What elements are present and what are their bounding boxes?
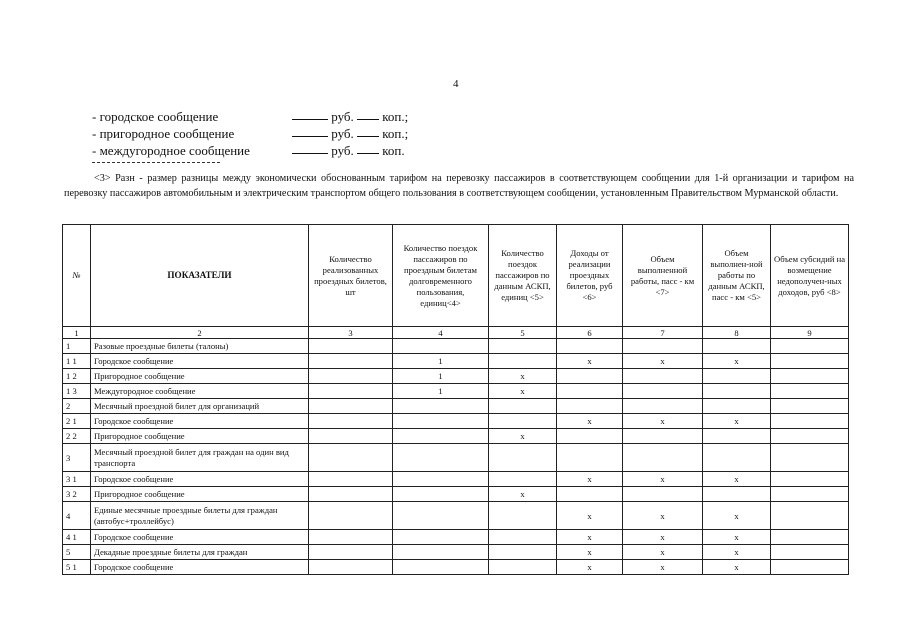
table-cell bbox=[623, 384, 703, 399]
table-cell: x bbox=[623, 414, 703, 429]
table-cell bbox=[489, 339, 557, 354]
table-cell bbox=[557, 429, 623, 444]
table-cell bbox=[309, 429, 393, 444]
table-cell bbox=[771, 414, 849, 429]
table-cell: x bbox=[623, 545, 703, 560]
table-cell: x bbox=[623, 502, 703, 530]
table-body bbox=[63, 339, 849, 575]
col-header-number: № bbox=[63, 225, 91, 327]
row-number: 4 1 bbox=[63, 530, 91, 545]
table-cell bbox=[309, 472, 393, 487]
col-header-trips-askp: Количество поездок пассажиров по данным АСКП, единиц <5> bbox=[489, 225, 557, 327]
table-cell bbox=[771, 560, 849, 575]
row-number: 2 2 bbox=[63, 429, 91, 444]
table-cell bbox=[309, 339, 393, 354]
table-row bbox=[63, 530, 849, 545]
rub-blank bbox=[292, 125, 328, 137]
table-cell: x bbox=[623, 530, 703, 545]
rub-blank bbox=[292, 142, 328, 154]
col-header-income: Доходы от реализации проездных билетов, руб <6> bbox=[557, 225, 623, 327]
table-cell bbox=[489, 560, 557, 575]
table-cell: x bbox=[703, 414, 771, 429]
table-cell bbox=[309, 354, 393, 369]
table-row bbox=[63, 444, 849, 472]
table-cell bbox=[309, 384, 393, 399]
table-cell: x bbox=[703, 472, 771, 487]
rub-blank bbox=[292, 108, 328, 120]
column-number: 5 bbox=[489, 327, 557, 339]
row-number: 5 1 bbox=[63, 560, 91, 575]
col-header-tickets-sold: Количество реализованных проездных билетов, шт bbox=[309, 225, 393, 327]
table-cell bbox=[703, 384, 771, 399]
table-row bbox=[63, 487, 849, 502]
table-cell: x bbox=[703, 545, 771, 560]
table-row bbox=[63, 399, 849, 414]
table-cell bbox=[703, 444, 771, 472]
table-cell: 1 bbox=[393, 369, 489, 384]
table-cell bbox=[703, 487, 771, 502]
footnote-text: <3> Разн - размер разницы между экономически обоснованным тарифом на перевозку пассажиров в соответствующем сообщении для 1-й организации и тарифом на перевозку пассажиров автомобильным и электрическим транспортом общего пользования в соответствующем сообщении, установленным Правительством Мурманской области. bbox=[64, 173, 854, 199]
row-indicator-name: Городское сообщение bbox=[91, 354, 309, 369]
table-row bbox=[63, 429, 849, 444]
row-number: 2 bbox=[63, 399, 91, 414]
row-indicator-name: Месячный проездной билет для организаций bbox=[91, 399, 309, 414]
table-cell bbox=[771, 429, 849, 444]
column-number-row bbox=[63, 327, 849, 339]
table-cell bbox=[623, 444, 703, 472]
row-indicator-name: Месячный проездной билет для граждан на один вид транспорта bbox=[91, 444, 309, 472]
table-cell: x bbox=[703, 560, 771, 575]
table-cell: x bbox=[557, 354, 623, 369]
row-indicator-name: Городское сообщение bbox=[91, 414, 309, 429]
table-cell bbox=[557, 399, 623, 414]
table-cell: x bbox=[557, 414, 623, 429]
table-cell bbox=[623, 369, 703, 384]
table-cell: x bbox=[557, 560, 623, 575]
table-cell: x bbox=[489, 369, 557, 384]
kop-label: коп.; bbox=[382, 109, 409, 124]
table-cell bbox=[393, 530, 489, 545]
table-cell bbox=[489, 530, 557, 545]
table-cell bbox=[771, 444, 849, 472]
table-cell bbox=[309, 444, 393, 472]
tariff-row-urban bbox=[92, 108, 408, 125]
col-header-work-volume-askp: Объем выполнен-ной работы по данным АСКП, пасс - км <5> bbox=[703, 225, 771, 327]
table-cell bbox=[393, 444, 489, 472]
table-cell bbox=[489, 414, 557, 429]
table-cell: x bbox=[703, 530, 771, 545]
table-row bbox=[63, 414, 849, 429]
kop-blank bbox=[357, 108, 379, 120]
table-cell: x bbox=[489, 487, 557, 502]
table-cell bbox=[309, 502, 393, 530]
table-cell bbox=[393, 472, 489, 487]
table-cell bbox=[309, 530, 393, 545]
table-cell bbox=[393, 487, 489, 502]
column-number: 8 bbox=[703, 327, 771, 339]
table-cell bbox=[771, 354, 849, 369]
table-cell bbox=[703, 429, 771, 444]
row-indicator-name: Пригородное сообщение bbox=[91, 429, 309, 444]
table-cell bbox=[309, 369, 393, 384]
col-header-subsidy: Объем субсидий на возмещение недополучен-ных доходов, руб <8> bbox=[771, 225, 849, 327]
table-cell bbox=[771, 545, 849, 560]
table-cell: x bbox=[489, 429, 557, 444]
table-row bbox=[63, 384, 849, 399]
table-cell bbox=[309, 560, 393, 575]
table-cell: x bbox=[623, 472, 703, 487]
table-cell: x bbox=[557, 530, 623, 545]
table-cell bbox=[771, 369, 849, 384]
table-cell bbox=[557, 487, 623, 502]
table-cell bbox=[489, 472, 557, 487]
row-number: 1 3 bbox=[63, 384, 91, 399]
row-number: 2 1 bbox=[63, 414, 91, 429]
row-indicator-name: Пригородное сообщение bbox=[91, 487, 309, 502]
column-number: 3 bbox=[309, 327, 393, 339]
rub-label: руб. bbox=[331, 109, 354, 124]
row-number: 1 1 bbox=[63, 354, 91, 369]
table-cell bbox=[309, 399, 393, 414]
column-number: 4 bbox=[393, 327, 489, 339]
table-cell bbox=[771, 339, 849, 354]
tariff-label: - пригородное сообщение bbox=[92, 126, 235, 141]
table-cell bbox=[771, 502, 849, 530]
table-row bbox=[63, 339, 849, 354]
tariff-label: - междугородное сообщение bbox=[92, 143, 250, 158]
table-cell: x bbox=[623, 354, 703, 369]
table-cell bbox=[393, 560, 489, 575]
table-cell bbox=[393, 545, 489, 560]
rub-label: руб. bbox=[331, 143, 354, 158]
column-number: 2 bbox=[91, 327, 309, 339]
table-cell: x bbox=[703, 354, 771, 369]
kop-blank bbox=[357, 125, 379, 137]
footnote-separator bbox=[92, 162, 220, 163]
table-cell bbox=[623, 399, 703, 414]
table-cell: x bbox=[703, 502, 771, 530]
table-cell bbox=[489, 399, 557, 414]
table-cell: x bbox=[623, 560, 703, 575]
table-cell bbox=[771, 530, 849, 545]
kop-label: коп. bbox=[382, 143, 405, 158]
table-cell: x bbox=[557, 502, 623, 530]
row-number: 3 1 bbox=[63, 472, 91, 487]
col-header-indicators: ПОКАЗАТЕЛИ bbox=[91, 225, 309, 327]
table-row bbox=[63, 354, 849, 369]
table-cell bbox=[489, 354, 557, 369]
kop-blank bbox=[357, 142, 379, 154]
page-number: 4 bbox=[453, 78, 459, 90]
table-cell bbox=[771, 384, 849, 399]
row-indicator-name: Разовые проездные билеты (талоны) bbox=[91, 339, 309, 354]
table-cell bbox=[557, 444, 623, 472]
column-number: 6 bbox=[557, 327, 623, 339]
table-cell bbox=[309, 487, 393, 502]
table-cell: x bbox=[557, 472, 623, 487]
table-row bbox=[63, 369, 849, 384]
table-cell: 1 bbox=[393, 354, 489, 369]
row-indicator-name: Единые месячные проездные билеты для граждан (автобус+троллейбус) bbox=[91, 502, 309, 530]
table-cell: x bbox=[557, 545, 623, 560]
table-cell bbox=[393, 429, 489, 444]
row-number: 3 bbox=[63, 444, 91, 472]
table-row bbox=[63, 502, 849, 530]
table-cell bbox=[703, 369, 771, 384]
kop-label: коп.; bbox=[382, 126, 409, 141]
row-indicator-name: Пригородное сообщение bbox=[91, 369, 309, 384]
table-cell bbox=[623, 339, 703, 354]
col-header-work-volume: Объем выполненной работы, пасс - км <7> bbox=[623, 225, 703, 327]
table-cell bbox=[771, 399, 849, 414]
table-cell bbox=[393, 399, 489, 414]
column-number: 9 bbox=[771, 327, 849, 339]
table-cell bbox=[623, 487, 703, 502]
row-indicator-name: Городское сообщение bbox=[91, 560, 309, 575]
table-cell bbox=[771, 472, 849, 487]
table-cell bbox=[393, 414, 489, 429]
row-number: 1 2 bbox=[63, 369, 91, 384]
table-cell bbox=[489, 545, 557, 560]
tariff-label: - городское сообщение bbox=[92, 109, 219, 124]
column-number: 7 bbox=[623, 327, 703, 339]
table-cell bbox=[309, 414, 393, 429]
table-header-row bbox=[63, 225, 849, 327]
table-cell bbox=[309, 545, 393, 560]
table-row bbox=[63, 560, 849, 575]
column-number: 1 bbox=[63, 327, 91, 339]
table-cell bbox=[557, 339, 623, 354]
table-cell bbox=[703, 399, 771, 414]
table-cell bbox=[623, 429, 703, 444]
table-cell bbox=[489, 444, 557, 472]
row-number: 5 bbox=[63, 545, 91, 560]
indicators-table bbox=[62, 224, 849, 575]
table-cell: x bbox=[489, 384, 557, 399]
table-cell: 1 bbox=[393, 384, 489, 399]
row-indicator-name: Городское сообщение bbox=[91, 472, 309, 487]
row-indicator-name: Междугородное сообщение bbox=[91, 384, 309, 399]
table-cell bbox=[771, 487, 849, 502]
table-row bbox=[63, 472, 849, 487]
table-row bbox=[63, 545, 849, 560]
row-number: 3 2 bbox=[63, 487, 91, 502]
table-cell bbox=[557, 384, 623, 399]
rub-label: руб. bbox=[331, 126, 354, 141]
tariff-row-intercity bbox=[92, 142, 408, 159]
tariff-list bbox=[92, 108, 408, 159]
tariff-row-suburban bbox=[92, 125, 408, 142]
table-cell bbox=[703, 339, 771, 354]
table-cell bbox=[393, 502, 489, 530]
row-number: 4 bbox=[63, 502, 91, 530]
row-number: 1 bbox=[63, 339, 91, 354]
table-cell bbox=[393, 339, 489, 354]
col-header-trips-long-term: Количество поездок пассажиров по проездным билетам долговременного пользования, единиц<4> bbox=[393, 225, 489, 327]
row-indicator-name: Декадные проездные билеты для граждан bbox=[91, 545, 309, 560]
table-cell bbox=[489, 502, 557, 530]
row-indicator-name: Городское сообщение bbox=[91, 530, 309, 545]
table-cell bbox=[557, 369, 623, 384]
